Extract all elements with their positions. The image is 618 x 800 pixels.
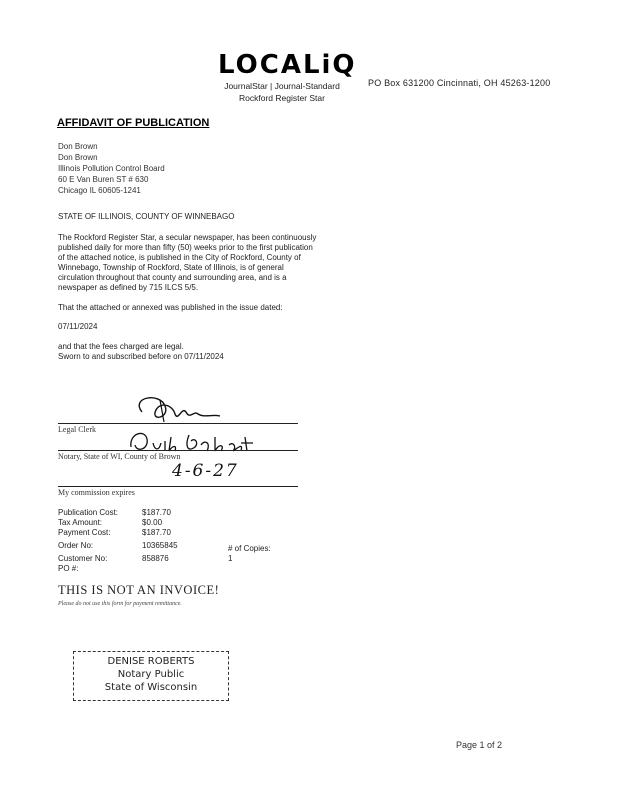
notary-line <box>58 450 298 451</box>
fees-table <box>58 507 271 573</box>
publication-cost-value: $187.70 <box>142 507 171 517</box>
publication-cost-label: Publication Cost: <box>58 507 119 517</box>
customer-no-value: 858876 <box>142 553 169 563</box>
not-invoice-notice: THIS IS NOT AN INVOICE! <box>58 583 220 597</box>
issue-date: 07/11/2024 <box>58 322 98 331</box>
commission-label: My commission expires <box>58 488 135 497</box>
publications-names <box>206 80 358 104</box>
publications-line-1: JournalStar | Journal-Standard <box>224 81 340 91</box>
recipient-address <box>58 141 165 196</box>
payment-cost-value: $187.70 <box>142 527 171 537</box>
recipient-line-4: 60 E Van Buren ST # 630 <box>58 175 149 184</box>
table-row <box>58 507 271 517</box>
payment-cost-label: Payment Cost: <box>58 527 111 537</box>
recipient-line-1: Don Brown <box>58 142 98 151</box>
notary-stamp <box>73 651 229 701</box>
commission-line <box>58 486 298 487</box>
stamp-line-3: State of Wisconsin <box>104 682 198 693</box>
legal-clerk-label: Legal Clerk <box>58 425 96 434</box>
table-row <box>58 517 271 527</box>
copies-label: # of Copies: <box>228 543 271 553</box>
recipient-line-2: Don Brown <box>58 153 98 162</box>
table-row <box>58 563 271 573</box>
table-row <box>58 527 271 537</box>
notary-label: Notary, State of WI, County of Brown <box>58 452 181 461</box>
localiq-logo: LOCALiQ <box>218 50 357 80</box>
table-row <box>58 553 271 563</box>
order-no-label: Order No: <box>58 540 94 550</box>
po-label: PO #: <box>58 563 79 573</box>
publications-line-2: Rockford Register Star <box>239 93 325 103</box>
stamp-line-1: DENISE ROBERTS <box>107 656 195 667</box>
page-number: Page 1 of 2 <box>456 740 503 750</box>
table-row <box>58 537 271 553</box>
legal-clerk-line <box>58 423 298 424</box>
tax-amount-label: Tax Amount: <box>58 517 103 527</box>
fees-legal-line: and that the fees charged are legal. <box>58 342 184 351</box>
commission-date-handwritten: 4-6-27 <box>172 461 239 481</box>
company-address: PO Box 631200 Cincinnati, OH 45263-1200 <box>368 78 551 88</box>
recipient-line-3: Illinois Pollution Control Board <box>58 164 165 173</box>
state-county-line: STATE OF ILLINOIS, COUNTY OF WINNEBAGO <box>58 212 235 221</box>
copies-value: 1 <box>228 553 233 563</box>
stamp-line-2: Notary Public <box>117 669 185 680</box>
sworn-line: Sworn to and subscribed before on 07/11/2024 <box>58 352 224 361</box>
affidavit-paragraph: The Rockford Register Star, a secular newspaper, has been continuously published daily for more than fifty (50) weeks prior to the first publication of the attached notice, is published in the City of Rockford, County of Winnebago, Township of Rockford, State of Illinois, is of general circulation throughout that county and surrounding area, and is a newspaper as defined by 715 ILCS 5/5. <box>58 233 317 292</box>
recipient-line-5: Chicago IL 60605-1241 <box>58 186 141 195</box>
customer-no-label: Customer No: <box>58 553 108 563</box>
attached-statement: That the attached or annexed was published in the issue dated: <box>58 303 283 312</box>
order-no-value: 10365845 <box>142 540 178 550</box>
tax-amount-value: $0.00 <box>142 517 163 527</box>
document-title: AFFIDAVIT OF PUBLICATION <box>57 117 210 129</box>
not-invoice-note: Please do not use this form for payment remittance. <box>58 601 182 607</box>
